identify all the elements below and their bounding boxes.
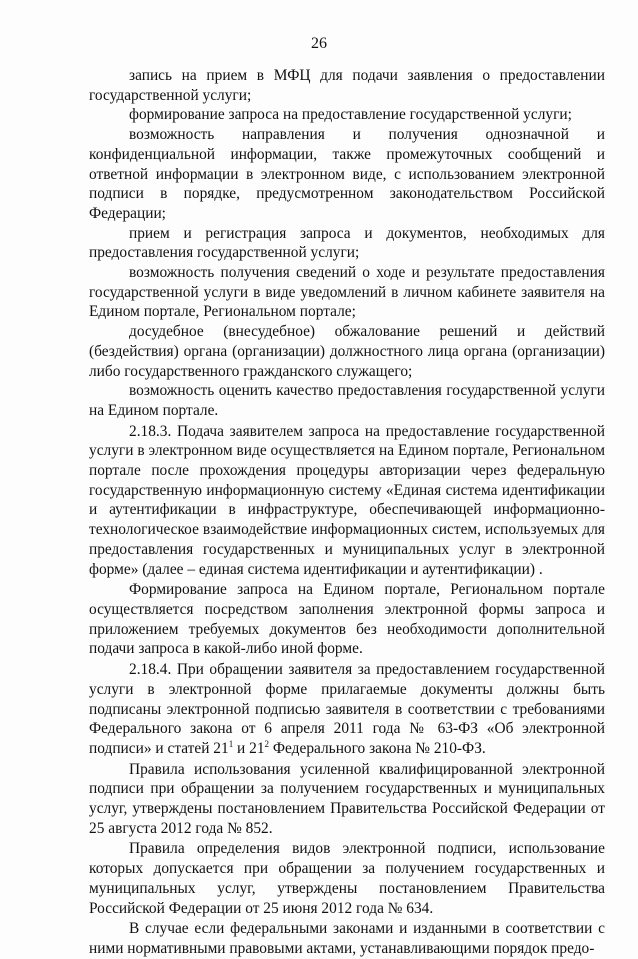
paragraph-qualified-signature-rules: Правила использования усиленной квалифицированной электронной подписи при обращении за получением государственных и муниципальных услуг, утверждены постановлением Правительства Российской Федерации от 25 августа 2012 года № 852. xyxy=(89,760,605,837)
page-number: 26 xyxy=(311,35,327,52)
paragraph-2-18-4-end: Федерального закона № 210-ФЗ. xyxy=(269,739,486,757)
paragraph-2-18-4-mid: и 21 xyxy=(233,739,265,757)
superscript-2: 2 xyxy=(264,738,270,749)
paragraph-2-18-4-text: 2.18.4. При обращении заявителя за предоставлением государственной услуги в электронной форме прилагаемые документы должны быть подписаны электронной подписью заявителя в соответствии с требованиями Федерального закона от 6 апреля 2011 года № 63-ФЗ «Об электронной подписи» и статей 21 xyxy=(89,661,605,757)
document-body xyxy=(89,66,605,959)
paragraph-2-18-3: 2.18.3. Подача заявителем запроса на предоставление государственной услуги в электронном виде осуществляется на Едином портале, Региональном портале после прохождения процедуры авторизации через федеральную государственную информационную систему «Единая система идентификации и аутентификации в инфраструктуре, обеспечивающей информационно-технологическое взаимодействие информационных систем, используемых для предоставления государственных и муниципальных услуг в электронной форме» (далее – единая система идентификации и аутентификации) . xyxy=(89,422,605,578)
paragraph-reception-registration: прием и регистрация запроса и документов, необходимых для предоставления государственной услуги; xyxy=(89,224,605,262)
superscript-1: 1 xyxy=(228,738,234,749)
paragraph-request-forming-portal: Формирование запроса на Едином портале, Региональном портале осуществляется посредством заполнения электронной формы запроса и приложением требуемых документов без необходимости дополнительной подачи запроса в какой-либо иной форме. xyxy=(89,581,605,658)
paragraph-signature-types-rules: Правила определения видов электронной подписи, использование которых допускается при обращении за получением государственных и муниципальных услуг, утверждены постановлением Правительства Российской Федерации от 25 июня 2012 года № 634. xyxy=(89,840,605,917)
paragraph-2-18-4 xyxy=(89,660,605,759)
paragraph-quality-rating: возможность оценить качество предоставления государственной услуги на Едином портале. xyxy=(89,382,605,419)
paragraph-request-forming: формирование запроса на предоставление государственной услуги; xyxy=(129,106,572,124)
paragraph-federal-laws-case: В случае если федеральными законами и изданными в соответствии с ними нормативными правовыми актами, устанавливающими порядок предо- xyxy=(89,920,605,957)
paragraph-mfc-appointment: запись на прием в МФЦ для подачи заявления о предоставлении государственной услуги; xyxy=(89,67,605,104)
paragraph-pretrial-appeal: досудебное (внесудебное) обжалование решений и действий (бездействия) органа (организации) должностного лица органа (организации) либо государственного гражданского служащего; xyxy=(89,323,605,380)
paragraph-status-notifications: возможность получения сведений о ходе и результате предоставления государственной услуги в виде уведомлений в личном кабинете заявителя на Едином портале, Региональном портале; xyxy=(89,264,605,321)
paragraph-confidential-info: возможность направления и получения однозначной и конфиденциальной информации, также промежуточных сообщений и ответной информации в электронном виде, с использованием электронной подписи в порядке, предусмотренном законодательством Российской Федерации; xyxy=(89,126,605,222)
